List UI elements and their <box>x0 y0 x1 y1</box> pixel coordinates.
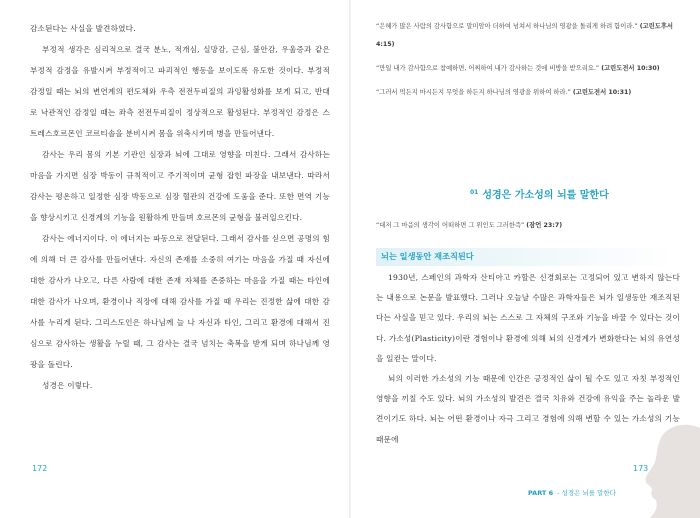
book-spine <box>349 0 351 518</box>
quote-text: “은혜가 많은 사람의 감사함으로 말미암아 더하여 넘쳐서 하나님의 영광을 돌리게 하려 함이라.” <box>376 23 638 30</box>
paragraph: 뇌의 이러한 가소성의 기능 때문에 인간은 긍정적인 삶이 될 수도 있고 자칫 부정적인 영향을 끼칠 수도 있다. 뇌의 가소성의 발견은 결국 치유와 건강에 유익을 주는 놀라운 발견이기도 하다. 뇌는 어떤 환경이나 자극 그리고 경험에 의해 변할 수 있는 가소성의 기능 때문에 <box>376 374 680 444</box>
section-quote <box>376 220 676 229</box>
quote-ref: (고린도전서 10:30) <box>601 65 660 72</box>
paragraph: 감소된다는 사실을 발견하였다. <box>30 24 136 33</box>
quote-ref: (고린도후서 4:15) <box>376 23 674 48</box>
section-number: 01 <box>470 188 479 196</box>
page-number-right: 173 <box>633 464 649 473</box>
right-quotes <box>376 18 680 108</box>
quote-text: “대저 그 마음의 생각이 어떠하면 그 위인도 그러한즉” <box>376 222 525 229</box>
left-body-text <box>30 18 330 396</box>
footer-part: PART 6 <box>528 489 554 497</box>
head-silhouette-icon <box>600 420 700 518</box>
footer-title: - 성경은 뇌를 말한다 <box>557 489 616 497</box>
running-footer <box>528 488 616 497</box>
paragraph: 감사는 우리 몸의 기본 기관인 심장과 뇌에 그대로 영향을 미친다. 그래서 감사하는 마음을 가지면 심장 박동이 규칙적이고 주기적이며 균형 잡힌 파장을 내보낸다. 따라서 감사는 평온하고 일정한 심장 박동으로 심장 혈관의 건강에 도움을 준다. 또한 면역 기능을 향상시키고 신경계의 기능을 원활하게 만들며 호르몬의 균형을 불러일으킨다. <box>30 150 330 222</box>
paragraph: 감사는 에너지이다. 이 에너지는 파동으로 전달된다. 그래서 감사를 싣으면 공명의 힘에 의해 더 큰 감사를 만들어낸다. 자신의 존재를 소중히 여기는 마음을 가질 때 자신에 대한 감사가 나오고, 다른 사람에 대한 존재 자체를 존중하는 마음을 가질 때는 타인에 대한 감사가 나오며, 환경이나 직장에 대해 감사를 가질 때 우리는 진정한 삶에 대한 감사를 누리게 된다. 그리스도인은 하나님께 늘 나 자신과 타인, 그리고 환경에 대해서 진심으로 감사하는 생활을 누릴 때, 그 감사는 결국 넘치는 축복을 받게 되며 하나님께 영광을 돌린다. <box>30 234 330 369</box>
section-title-text: 성경은 가소성의 뇌를 말한다 <box>482 190 609 201</box>
bible-quote <box>376 84 680 102</box>
paragraph: 1930년, 스페인의 과학자 산티아고 카할은 신경회로는 고정되어 있고 변하지 않는다는 내용으로 논문을 발표했다. 그러나 오늘날 수많은 과학자들은 뇌가 일생동안 재조직된다는 사실을 믿고 있다. 우리의 뇌는 스스로 그 자체의 구조와 기능을 바꿀 수 있다는 것이다. 가소성(Plasticity)이란 경험이나 환경에 의해 뇌의 신경계가 변화한다는 뇌의 유연성을 일컫는 말이다. <box>376 273 680 363</box>
paragraph: 부정적 생각은 심리적으로 결국 분노, 적개심, 실망감, 근심, 불안감, 우울증과 같은 부정적 감정을 유발시켜 부정적이고 파괴적인 행동을 보이도록 유도한 것이다. 부정적 감정일 때는 뇌의 변연계의 편도체와 우측 전전두피질의 과잉활성화를 보게 되고, 반대로 낙관적인 감정일 때는 좌측 전전두피질이 정상적으로 활성된다. 부정적인 감정은 스트레스호르몬인 코르티솔을 분비시켜 몸을 위축시키며 병을 만들어낸다. <box>30 45 330 138</box>
quote-text: “만일 내가 감사함으로 참예하면, 어찌하여 내가 감사하는 것에 비방을 받으리요.” <box>376 65 600 72</box>
paragraph: 성경은 이렇다. <box>42 381 93 390</box>
quote-text: “그러서 먹든지 마시든지 무엇을 하든지 하나님의 영광을 위하여 하라.” <box>376 89 571 96</box>
quote-ref: (잠언 23:7) <box>526 222 563 229</box>
subheading: 뇌는 일생동안 재조직된다 <box>381 251 474 261</box>
section-title <box>470 186 609 201</box>
quote-ref: (고린도전서 10:31) <box>572 89 632 96</box>
page-number-left: 172 <box>32 464 48 473</box>
bible-quote <box>376 60 680 78</box>
bible-quote <box>376 18 680 54</box>
